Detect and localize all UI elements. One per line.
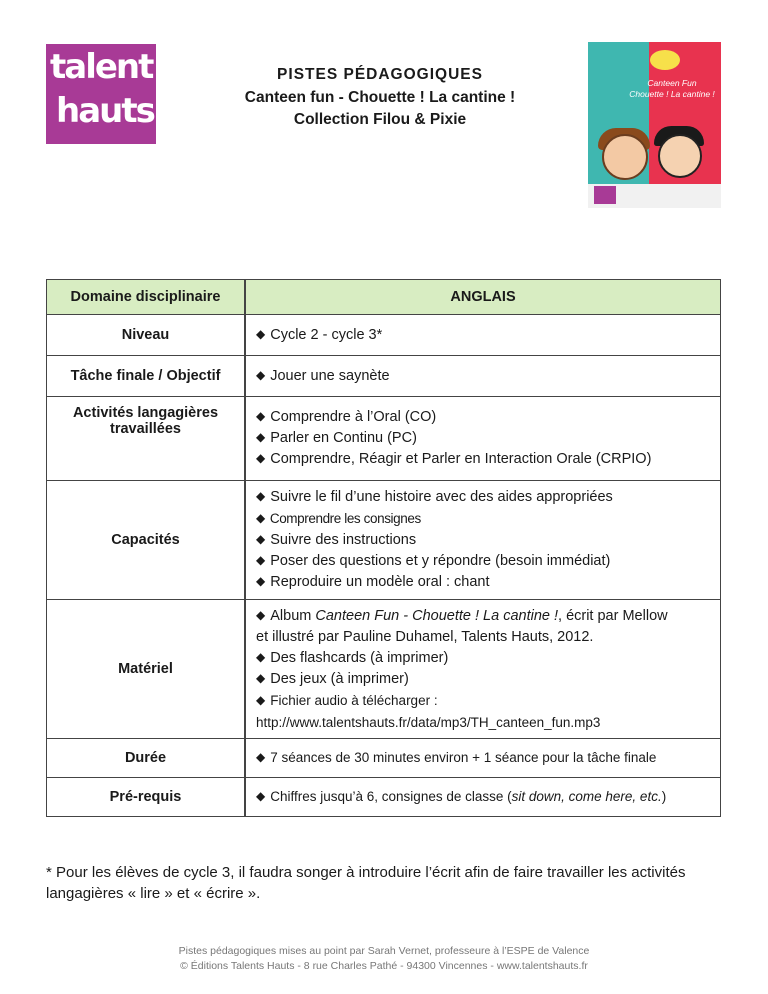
- item-text: Suivre des instructions: [270, 532, 417, 548]
- album-details: et illustré par Pauline Duhamel, Talents Hauts, 2012.: [256, 628, 594, 645]
- row-label-activites: [46, 397, 245, 481]
- row-value-materiel: [245, 600, 721, 739]
- publisher-logo: [46, 44, 156, 144]
- table-row: [46, 481, 721, 600]
- row-value-prerequis: [245, 778, 721, 817]
- table-row: [46, 356, 721, 397]
- book-cover-image: [588, 42, 721, 208]
- diamond-bullet-icon: ◆: [256, 649, 266, 664]
- item-text: Comprendre, Réagir et Parler en Interaction Orale (CRPIO): [270, 451, 652, 467]
- row-value-duree: [245, 739, 721, 778]
- diamond-bullet-icon: ◆: [256, 511, 265, 525]
- row-value-niveau: [245, 315, 721, 356]
- row-label-capacites: Capacités: [46, 481, 245, 600]
- item-text: Des jeux (à imprimer): [270, 670, 409, 687]
- diamond-bullet-icon: ◆: [256, 553, 266, 567]
- diamond-bullet-icon: ◆: [256, 326, 266, 341]
- page-title: PISTES PÉDAGOGIQUES: [277, 66, 483, 83]
- diamond-bullet-icon: ◆: [256, 409, 266, 423]
- item-text: Poser des questions et y répondre (besoin immédiat): [270, 553, 611, 569]
- row-value-activites: [245, 397, 721, 481]
- header-value: ANGLAIS: [245, 279, 721, 315]
- footnote: * Pour les élèves de cycle 3, il faudra songer à introduire l’écrit afin de faire travailler les activités langagières « lire » et « écrire ».: [46, 864, 686, 902]
- collection-name: Collection Filou & Pixie: [293, 111, 467, 128]
- album-title: Canteen Fun - Chouette ! La cantine !: [315, 607, 559, 624]
- audio-url-link[interactable]: http://www.talentshauts.fr/data/mp3/TH_canteen_fun.mp3: [256, 714, 601, 730]
- row-value-objectif: [245, 356, 721, 397]
- label-line: travaillées: [110, 421, 181, 437]
- item-text: Cycle 2 - cycle 3*: [270, 326, 383, 343]
- diamond-bullet-icon: ◆: [256, 451, 266, 465]
- item-text: 7 séances de 30 minutes environ + 1 séance pour la tâche finale: [270, 750, 657, 765]
- diamond-bullet-icon: ◆: [256, 489, 266, 503]
- table-row: [46, 739, 721, 778]
- prereq-text: Chiffres jusqu’à 6, consignes de classe (: [270, 789, 512, 804]
- album-prefix: Album: [270, 607, 316, 624]
- item-text: Reproduire un modèle oral : chant: [270, 574, 490, 590]
- cover-title: [626, 78, 718, 99]
- item-text: Des flashcards (à imprimer): [270, 649, 449, 666]
- prereq-suffix: ): [661, 789, 667, 804]
- row-value-capacites: [245, 481, 721, 600]
- row-label-niveau: Niveau: [46, 315, 245, 356]
- diamond-bullet-icon: ◆: [256, 367, 266, 382]
- item-text: Jouer une saynète: [270, 367, 390, 384]
- diamond-bullet-icon: ◆: [256, 750, 266, 764]
- row-label-duree: Durée: [46, 739, 245, 778]
- logo-text-top: talent: [50, 47, 153, 87]
- diamond-bullet-icon: ◆: [256, 789, 266, 803]
- cover-badge: [650, 50, 680, 70]
- cover-kid1: [602, 134, 648, 180]
- document-header: [200, 66, 560, 129]
- cover-kid2: [658, 134, 702, 178]
- footer-address: © Éditions Talents Hauts - 8 rue Charles Pathé - 94300 Vincennes - www.talentshauts.fr: [180, 960, 588, 972]
- header-label: Domaine disciplinaire: [46, 279, 245, 315]
- cover-title-line2: Chouette ! La cantine !: [629, 88, 715, 99]
- footer-credit: Pistes pédagogiques mises au point par Sarah Vernet, professeure à l’ESPE de Valence: [178, 945, 590, 957]
- album-suffix: , écrit par Mellow: [558, 607, 668, 624]
- cover-mini-logo: [594, 186, 616, 204]
- diamond-bullet-icon: ◆: [256, 670, 266, 685]
- label-line: Activités langagières: [72, 405, 219, 421]
- row-label-prerequis: Pré-requis: [46, 778, 245, 817]
- page-footer: [0, 944, 768, 974]
- item-text: Suivre le fil d’une histoire avec des aides appropriées: [270, 489, 613, 505]
- diamond-bullet-icon: ◆: [256, 430, 266, 444]
- item-text: Parler en Continu (PC): [270, 430, 417, 446]
- book-title: Canteen fun - Chouette ! La cantine !: [244, 89, 516, 106]
- diamond-bullet-icon: ◆: [256, 532, 266, 546]
- table-row: [46, 778, 721, 817]
- diamond-bullet-icon: ◆: [256, 692, 266, 707]
- table-row: [46, 315, 721, 356]
- diamond-bullet-icon: ◆: [256, 607, 266, 622]
- table-header-row: [46, 279, 721, 315]
- prereq-italic: sit down, come here, etc.: [511, 789, 662, 804]
- diamond-bullet-icon: ◆: [256, 574, 266, 588]
- logo-text-bottom: hauts: [56, 91, 154, 131]
- table-row: [46, 397, 721, 481]
- row-label-objectif: Tâche finale / Objectif: [46, 356, 245, 397]
- cover-title-line1: Canteen Fun: [647, 78, 697, 88]
- row-label-materiel: Matériel: [46, 600, 245, 739]
- audio-label: Fichier audio à télécharger :: [270, 692, 438, 708]
- item-text: Comprendre les consignes: [269, 511, 421, 526]
- table-row: [46, 600, 721, 739]
- pedagogy-table: [46, 279, 721, 817]
- item-text: Comprendre à l’Oral (CO): [270, 409, 437, 425]
